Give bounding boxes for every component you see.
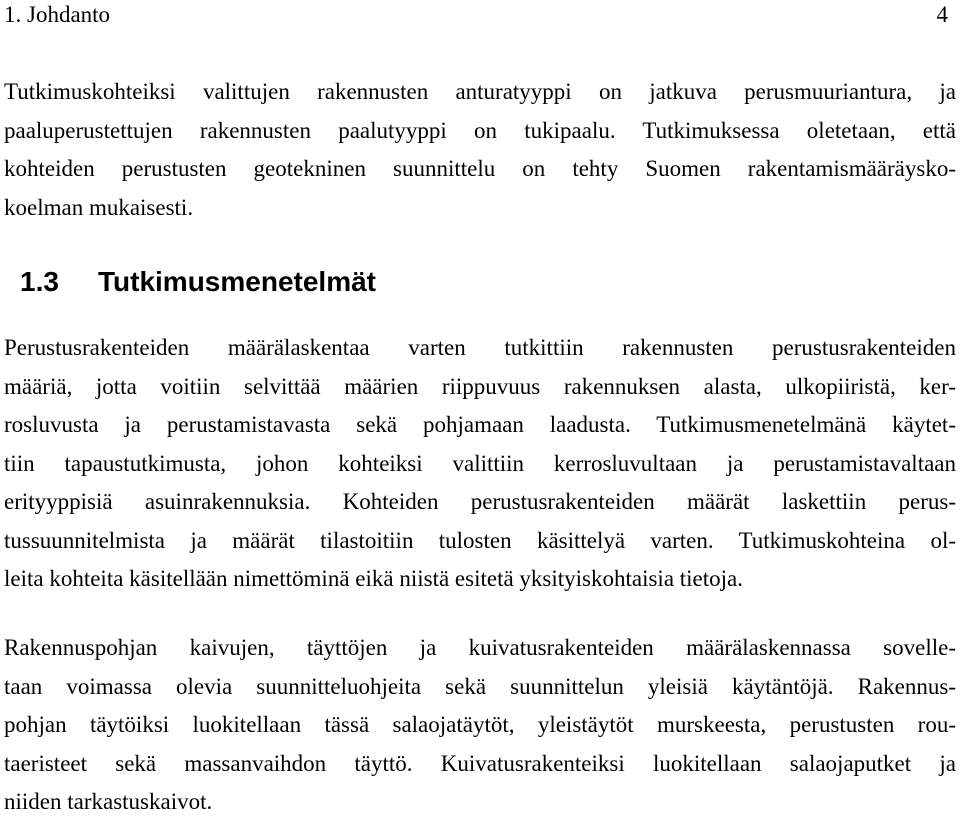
text-line: tiin tapaustutkimusta, johon kohteiksi valittiin kerrosluvultaan ja perustamistavaltaan	[4, 450, 956, 476]
text-line: taeristeet sekä massanvaihdon täyttö. Kuivatusrakenteiksi luokitellaan salaojaputket ja	[4, 750, 956, 776]
page-number: 4	[936, 2, 948, 27]
text-line: erityyppisiä asuinrakennuksia. Kohteiden perustusrakenteiden määrät laskettiin perus-	[4, 489, 956, 514]
text-line: taan voimassa olevia suunnitteluohjeita sekä suunnittelun yleisiä käytäntöjä. Rakennus-	[4, 673, 956, 699]
text-line: tussuunnitelmista ja määrät tilastoitiin tulosten käsittelyä varten. Tutkimuskohteina ol-	[4, 527, 956, 553]
page-header	[4, 0, 948, 30]
text-line: rosluvusta ja perustamistavasta sekä pohjamaan laadusta. Tutkimusmenetelmänä käytet-	[4, 412, 956, 437]
text-line: määriä, jotta voitiin selvittää määrien riippuvuus rakennuksen alasta, ulkopiiristä, ker-	[4, 373, 956, 399]
section-number: 1.3	[20, 266, 59, 297]
paragraph-foundation	[4, 629, 956, 822]
text-line: Rakennuspohjan kaivujen, täyttöjen ja kuivatusrakenteiden määrälaskennassa sovelle-	[4, 635, 956, 660]
text-line: niiden tarkastuskaivot.	[4, 789, 213, 814]
text-line: kohteiden perustusten geotekninen suunnittelu on tehty Suomen rakentamismääräysko-	[4, 156, 956, 181]
text-line: Perustusrakenteiden määrälaskentaa varten tutkittiin rakennusten perustusrakenteiden	[4, 335, 956, 360]
text-line: pohjan täytöiksi luokitellaan tässä salaojatäytöt, yleistäytöt murskeesta, perustusten rou-	[4, 712, 956, 737]
text-line: Tutkimuskohteiksi valittujen rakennusten anturatyyppi on jatkuva perusmuuriantura, ja	[4, 79, 956, 104]
text-line: paaluperustettujen rakennusten paalutyyppi on tukipaalu. Tutkimuksessa oletetaan, että	[4, 117, 956, 143]
section-title: Tutkimusmenetelmät	[98, 266, 376, 297]
paragraph-methods	[4, 329, 956, 599]
text-line: leita kohteita käsitellään nimettöminä eikä niistä esitetä yksityiskohtaisia tietoja.	[4, 566, 743, 591]
text-line: koelman mukaisesti.	[4, 194, 194, 220]
section-heading	[20, 264, 376, 300]
chapter-title: 1. Johdanto	[4, 2, 111, 27]
paragraph-intro	[4, 73, 956, 227]
